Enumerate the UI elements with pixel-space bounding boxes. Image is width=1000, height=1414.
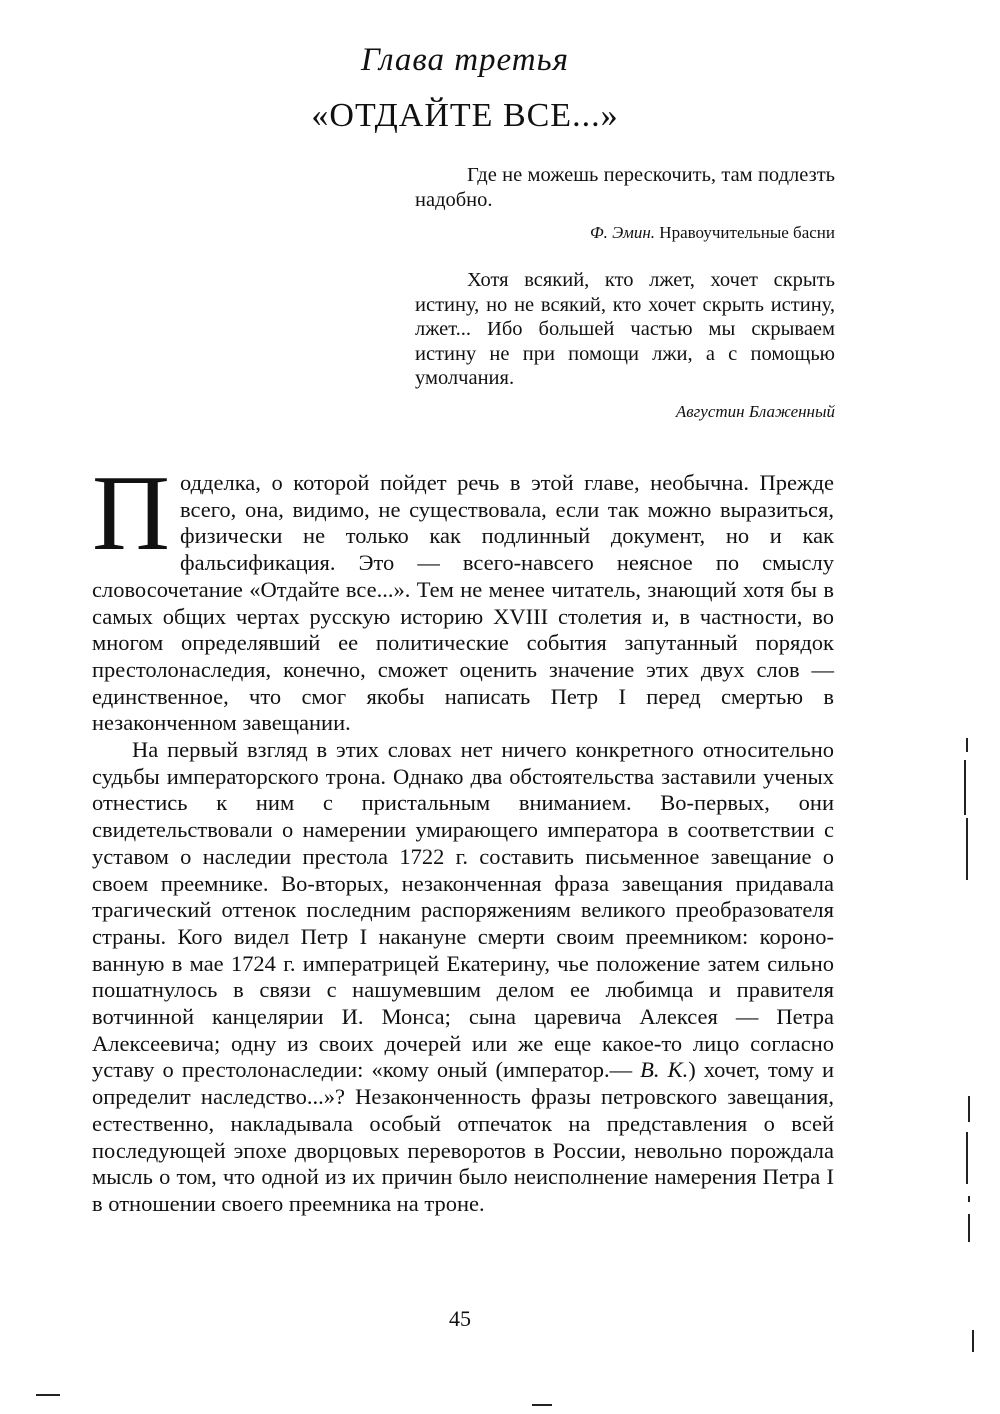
- scan-mark: [966, 738, 968, 752]
- page-number: 45: [449, 1306, 471, 1331]
- scan-mark: [36, 1394, 60, 1396]
- epigraph-1-text: Где не можешь перескочить, там подлезть надобно.: [415, 164, 835, 211]
- chapter-body: [92, 454, 834, 1218]
- scan-mark: [964, 760, 966, 815]
- epigraph-1: [415, 163, 835, 246]
- body-paragraph-1: [92, 454, 834, 737]
- scan-mark: [966, 1132, 968, 1184]
- scan-mark: [968, 1214, 970, 1242]
- scan-mark: [968, 1196, 970, 1202]
- body-paragraph-1-text: одделка, о которой пойдет речь в этой главе, необычна. Прежде всего, она, видимо, не существовала, если так можно выразиться, физически не только как подлинный документ, но и как фальсификация. Это — всего-навсего неясное по смыслу словосочетание «Отдайте все...». Тем не менее читатель, знающий хотя бы в самых общих чертах русскую историю XVIII столетия и, в частности, во многом определявший ее политические события запутанный порядок престолонаследия, конечно, сможет оценить значение этих двух слов — единственное, что смог якобы написать Петр I перед смертью в незаконченном завещании.: [92, 470, 834, 736]
- scan-mark: [972, 1330, 974, 1352]
- scan-mark: [532, 1404, 552, 1406]
- chapter-label: Глава третья: [361, 42, 569, 78]
- epigraph-2-attribution: [415, 400, 835, 425]
- epigraph-2-author: Августин Блаженный: [675, 401, 835, 421]
- chapter-title: «ОТДАЙТЕ ВСЕ...»: [311, 97, 619, 134]
- epigraph-1-source: Нравоучительные басни: [659, 223, 835, 242]
- scan-mark: [966, 818, 968, 880]
- body-paragraph-2-end: ) хочет, тому и определит наследство...»? Незаконченность фразы петровского завещания, естественно, накладывала особый отпечаток на представления о всей последующей эпохе дворцовых переворотов в России, невольно порождала мысль о том, что одной из их причин было неисполнение намерения Петра I в отношении своего преемника на троне.: [92, 1057, 834, 1216]
- author-initials: В. К.: [640, 1057, 689, 1083]
- epigraph-1-author: Ф. Эмин.: [589, 223, 656, 242]
- body-paragraph-2: [92, 737, 834, 1218]
- epigraph-1-attribution: [415, 221, 835, 246]
- drop-cap: П: [92, 454, 170, 573]
- epigraph-2-text: Хотя всякий, кто лжет, хочет скрыть истину, но не всякий, кто хочет скрыть истину, лжет... Ибо большей частью мы скрываем истину не при помощи лжи, а с помощью умолчания.: [415, 269, 835, 389]
- scan-mark: [968, 1096, 970, 1122]
- epigraph-2: [415, 268, 835, 424]
- body-paragraph-2-text: На первый взгляд в этих словах нет ничего конкретного относительно судьбы императорского трона. Однако два обстоятельства заставили ученых отнестись к ним с пристальным вниманием. Во-первых, они свидетельствовали о намерении умирающего императора в соответствии с уставом о наследии престола 1722 г. составить письменное завещание о своем преемнике. Во-вторых, незаконченная фраза завещания придавала трагический оттенок последним распоряжениям великого преобразователя страны. Кого видел Петр I накануне смерти своим преемником: коронованную в мае 1724 г. императрицей Екатерину, чье положение затем сильно пошатнулось в связи с нашумевшим делом ее любимца и правителя вотчинной канцелярии И. Монса; сына царевича Алексея — Петра Алексеевича; одну из своих дочерей или же еще какое-то лицо согласно уставу о престолонаследии: «кому оный (император.—: [92, 737, 834, 1083]
